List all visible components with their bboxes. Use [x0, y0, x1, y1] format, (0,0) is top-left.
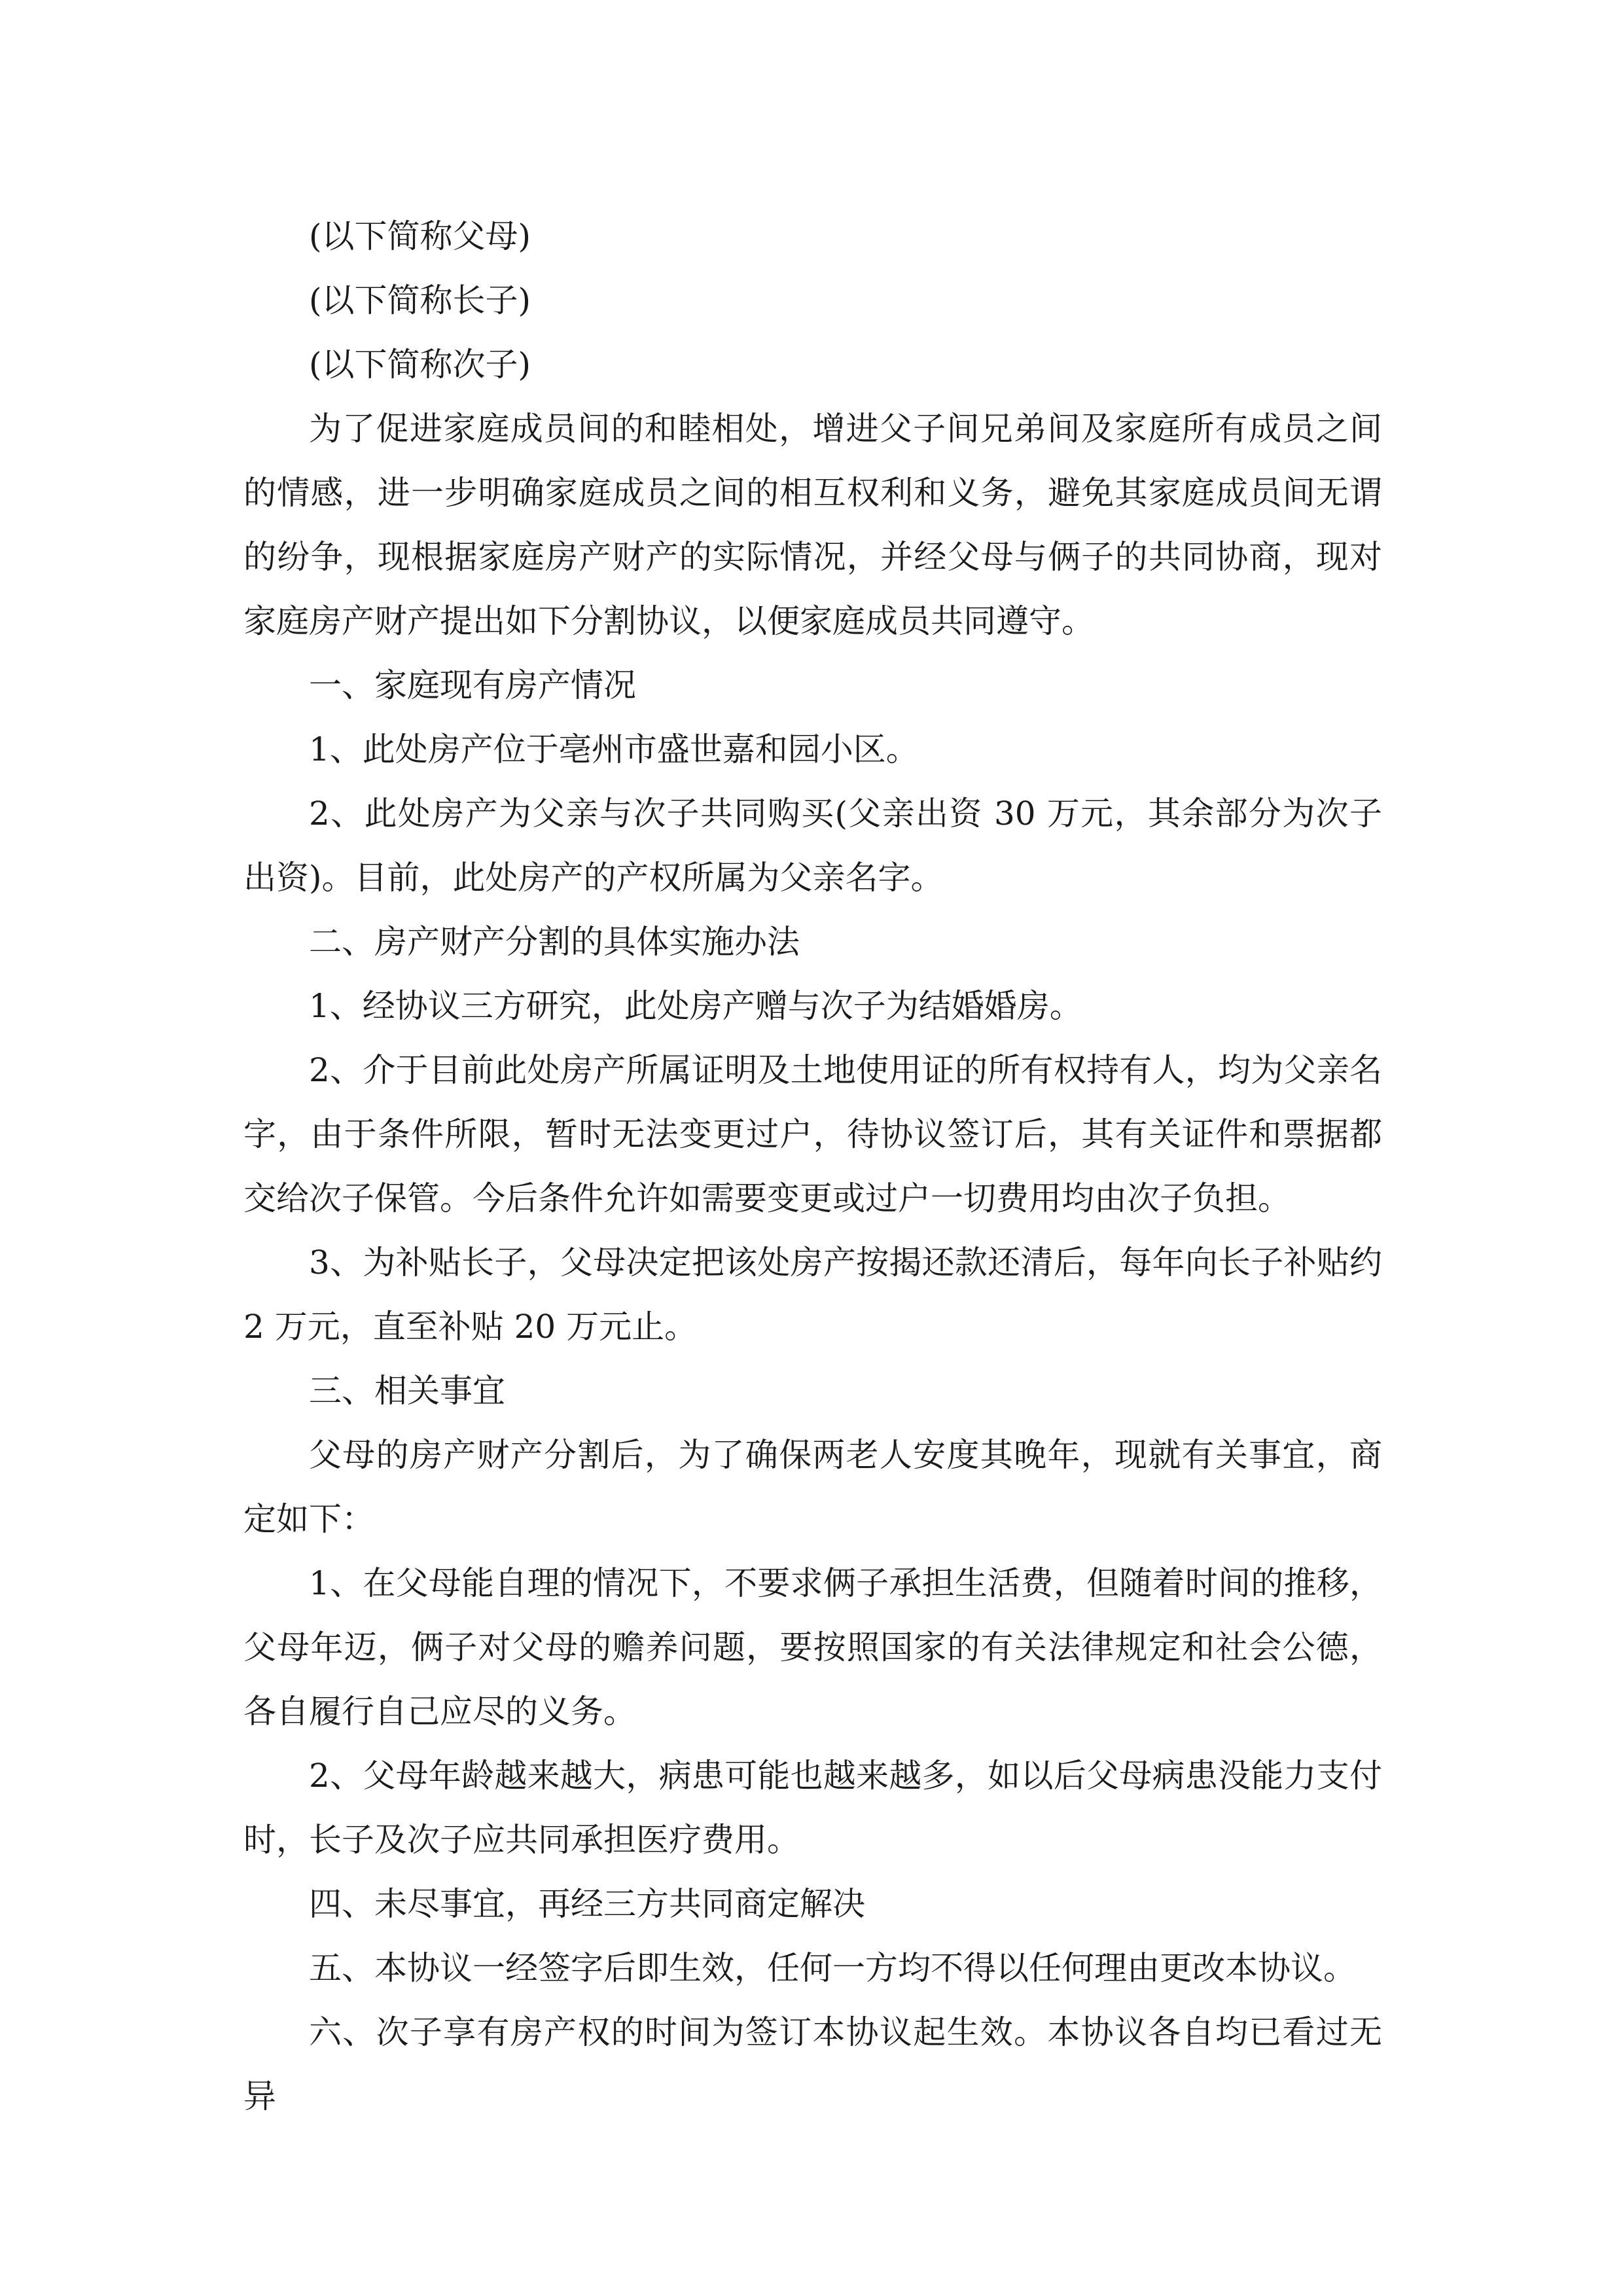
- preamble-paragraph: 为了促进家庭成员间的和睦相处，增进父子间兄弟间及家庭所有成员之间的情感，进一步明确家庭成员之间的相互权利和义务，避免其家庭成员间无谓的纷争，现根据家庭房产财产的实际情况，并经父母与俩子的共同协商，现对家庭房产财产提出如下分割协议，以便家庭成员共同遵守。: [243, 410, 1382, 640]
- section-1-item-2: 2、此处房产为父亲与次子共同购买(父亲出资 30 万元，其余部分为次子出资)。目前，此处房产的产权所属为父亲名字。: [243, 795, 1382, 897]
- section-4-heading: 四、未尽事宜，再经三方共同商定解决: [309, 1885, 865, 1923]
- document-body: [243, 204, 1382, 2128]
- section-2-heading: 二、房产财产分割的具体实施办法: [309, 923, 800, 961]
- section-2-item-2: 2、介于目前此处房产所属证明及土地使用证的所有权持有人，均为父亲名字，由于条件所限，暂时无法变更过户，待协议签订后，其有关证件和票据都交给次子保管。今后条件允许如需要变更或过户一切费用均由次子负担。: [243, 1051, 1382, 1217]
- section-3-intro: 父母的房产财产分割后，为了确保两老人安度其晚年，现就有关事宜，商定如下：: [243, 1436, 1382, 1538]
- section-3-heading: 三、相关事宜: [309, 1372, 505, 1410]
- section-2-item-3: 3、为补贴长子，父母决定把该处房产按揭还款还清后，每年向长子补贴约 2 万元，直至补贴 20 万元止。: [243, 1244, 1382, 1346]
- section-3-item-2: 2、父母年龄越来越大，病患可能也越来越多，如以后父母病患没能力支付时，长子及次子应共同承担医疗费用。: [243, 1757, 1382, 1859]
- party-second-son-note: (以下简称次子): [309, 346, 531, 384]
- section-6-paragraph: 六、次子享有房产权的时间为签订本协议起生效。本协议各自均已看过无异: [243, 2013, 1382, 2115]
- section-1-item-1: 1、此处房产位于亳州市盛世嘉和园小区。: [309, 730, 919, 768]
- section-1-heading: 一、家庭现有房产情况: [309, 666, 636, 704]
- section-5-paragraph: 五、本协议一经签字后即生效，任何一方均不得以任何理由更改本协议。: [309, 1949, 1356, 1987]
- party-eldest-son-note: (以下简称长子): [309, 281, 531, 319]
- party-parents-note: (以下简称父母): [309, 217, 531, 255]
- section-3-item-1: 1、在父母能自理的情况下，不要求俩子承担生活费，但随着时间的推移，父母年迈，俩子对父母的赡养问题，要按照国家的有关法律规定和社会公德，各自履行自己应尽的义务。: [243, 1564, 1382, 1731]
- section-2-item-1: 1、经协议三方研究，此处房产赠与次子为结婚婚房。: [309, 987, 1082, 1025]
